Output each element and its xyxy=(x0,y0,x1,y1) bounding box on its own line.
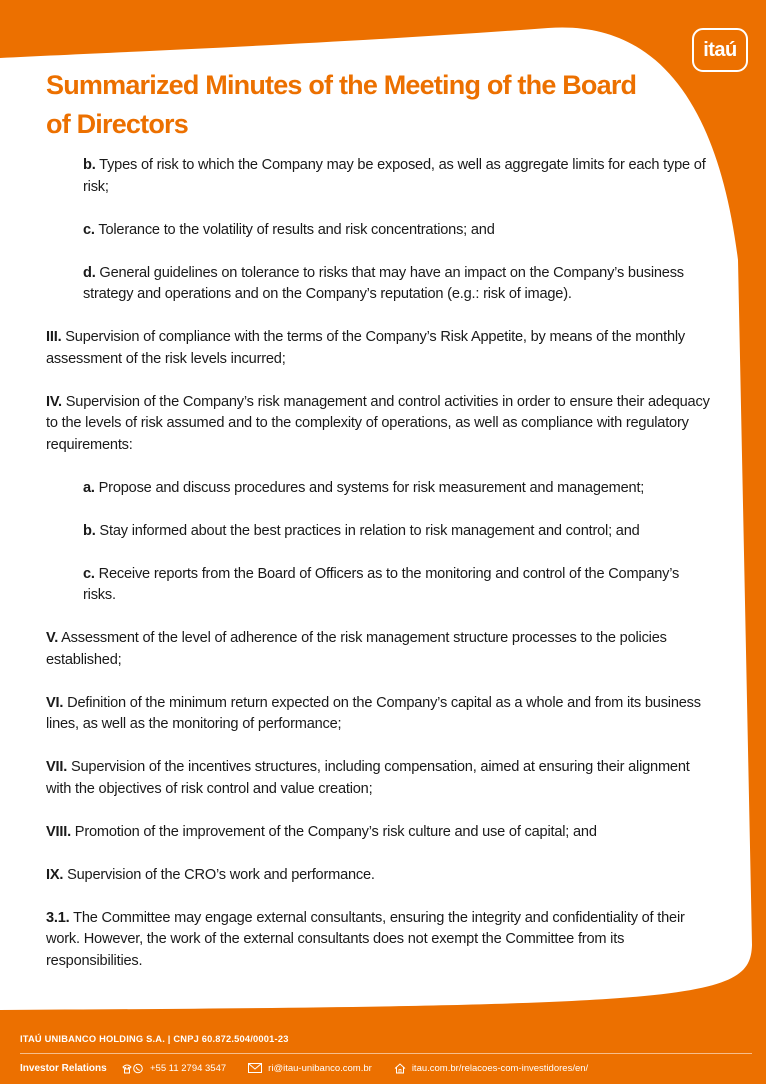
list-item: c. Receive reports from the Board of Officers as to the monitoring and control of the Company’s risks. xyxy=(83,565,680,603)
list-item: VIII. Promotion of the improvement of the Company’s risk culture and use of capital; and xyxy=(46,823,597,840)
envelope-icon xyxy=(248,1063,262,1073)
list-item: V. Assessment of the level of adherence of the risk management structure processes to the policies established; xyxy=(46,630,667,668)
home-icon xyxy=(394,1063,406,1074)
website-contact[interactable] xyxy=(394,1063,588,1074)
email-address: ri@itau-unibanco.com.br xyxy=(268,1062,372,1074)
page-title: Summarized Minutes of the Meeting of the Board of Directors xyxy=(46,70,637,139)
document-body xyxy=(46,155,711,994)
list-item: IX. Supervision of the CRO’s work and performance. xyxy=(46,866,375,883)
list-item: 3.1. The Committee may engage external consultants, ensuring the integrity and confidentiality of their work. However, the work of the external consultants does not exempt the Committee from its responsibilities. xyxy=(46,909,685,969)
list-item: c. Tolerance to the volatility of results and risk concentrations; and xyxy=(83,221,495,238)
page-footer xyxy=(0,1022,766,1084)
phone-number: +55 11 2794 3547 xyxy=(150,1062,227,1074)
investor-relations-label: Investor Relations xyxy=(20,1062,107,1074)
footer-contacts xyxy=(20,1058,760,1078)
email-contact[interactable] xyxy=(248,1063,372,1074)
phone-contact[interactable] xyxy=(122,1063,226,1074)
list-item: IV. Supervision of the Company’s risk management and control activities in order to ensure their adequacy to the levels of risk assumed and to the complexity of operations, as well as compliance with regulatory requirements: xyxy=(46,393,710,453)
phone-icon xyxy=(122,1063,144,1074)
website-url: itau.com.br/relacoes-com-investidores/en/ xyxy=(411,1062,589,1074)
list-item: VI. Definition of the minimum return expected on the Company’s capital as a whole and from its business lines, as well as the monitoring of performance; xyxy=(46,694,701,732)
logo-text: itaú xyxy=(703,38,737,61)
list-item: b. Stay informed about the best practices in relation to risk management and control; and xyxy=(83,522,640,539)
footer-divider xyxy=(20,1053,752,1054)
list-item: III. Supervision of compliance with the terms of the Company’s Risk Appetite, by means of the monthly assessment of the risk levels incurred; xyxy=(46,329,686,367)
itau-logo xyxy=(692,28,748,72)
list-item: a. Propose and discuss procedures and systems for risk measurement and management; xyxy=(83,479,645,496)
company-info: ITAÚ UNIBANCO HOLDING S.A. | CNPJ 60.872.504/0001-23 xyxy=(20,1034,289,1044)
list-item: d. General guidelines on tolerance to risks that may have an impact on the Company’s business strategy and operations and on the Company’s reputation (e.g.: risk of image). xyxy=(83,264,684,302)
list-item: VII. Supervision of the incentives structures, including compensation, aimed at ensuring their alignment with the objectives of risk control and value creation; xyxy=(46,759,690,797)
list-item: b. Types of risk to which the Company may be exposed, as well as aggregate limits for each type of risk; xyxy=(83,157,706,195)
